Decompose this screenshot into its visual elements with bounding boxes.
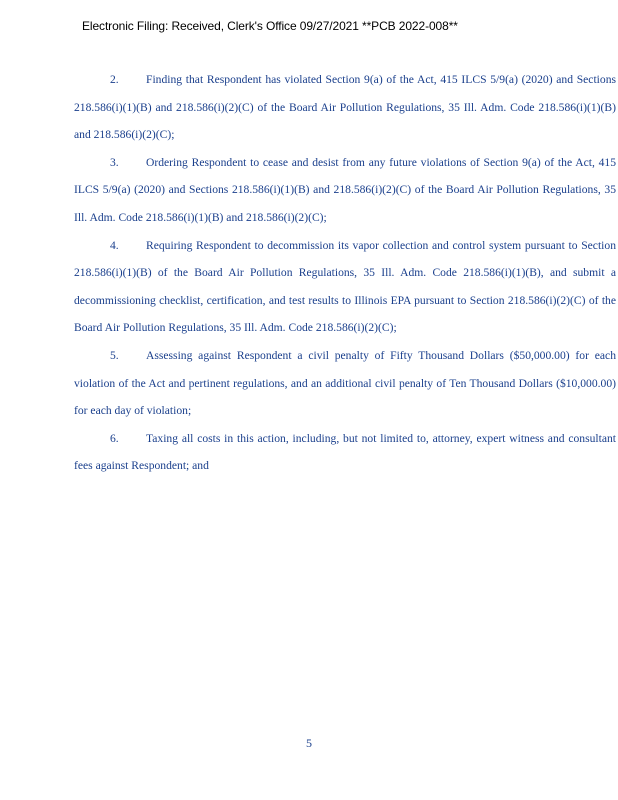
paragraph-number: 3. [110,155,119,169]
paragraph-text: Taxing all costs in this action, including, but not limited to, attorney, expert witness and consultant fees against Respondent; and [74,431,616,473]
paragraph-3 [74,149,616,232]
paragraph-5 [74,342,616,425]
paragraph-number: 2. [110,73,119,86]
paragraph-text: Assessing against Respondent a civil penalty of Fifty Thousand Dollars ($50,000.00) for each violation of the Act and pertinent regulations, and an additional civil penalty of Ten Thousand Dollars ($10,000.00) for each day of violation; [74,348,616,418]
paragraph-text: Ordering Respondent to cease and desist from any future violations of Section 9(a) of the Act, 415 ILCS 5/9(a) (2020) and Sections 218.586(i)(1)(B) and 218.586(i)(2)(C) of the Board Air Pollution Regulations, 35 Ill. Adm. Code 218.586(i)(1)(B) and 218.586(i)(2)(C); [74,155,616,224]
paragraph-6 [74,425,616,480]
paragraph-2 [74,66,616,149]
paragraph-text: Finding that Respondent has violated Section 9(a) of the Act, 415 ILCS 5/9(a) (2020) and Sections 218.586(i)(1)(B) and 218.586(i)(2)(C) of the Board Air Pollution Regulations, 35 Ill. Adm. Code 218.586(i)(1)(B) and 218.586(i)(2)(C); [74,73,616,142]
paragraph-number: 6. [110,431,119,445]
paragraph-number: 5. [110,348,119,362]
prayer-for-relief-body [74,66,616,480]
page-number: 5 [306,736,312,750]
paragraph-number: 4. [110,238,119,252]
paragraph-4 [74,232,616,342]
filing-stamp-header: Electronic Filing: Received, Clerk's Office 09/27/2021 **PCB 2022-008** [82,19,458,33]
paragraph-text: Requiring Respondent to decommission its vapor collection and control system pursuant to Section 218.586(i)(1)(B) of the Board Air Pollution Regulations, 35 Ill. Adm. Code 218.586(i)(1)(B), and submit a decommissioning checklist, certification, and test results to Illinois EPA pursuant to Section 218.586(i)(2)(C) of the Board Air Pollution Regulations, 35 Ill. Adm. Code 218.586(i)(2)(C); [74,238,616,335]
